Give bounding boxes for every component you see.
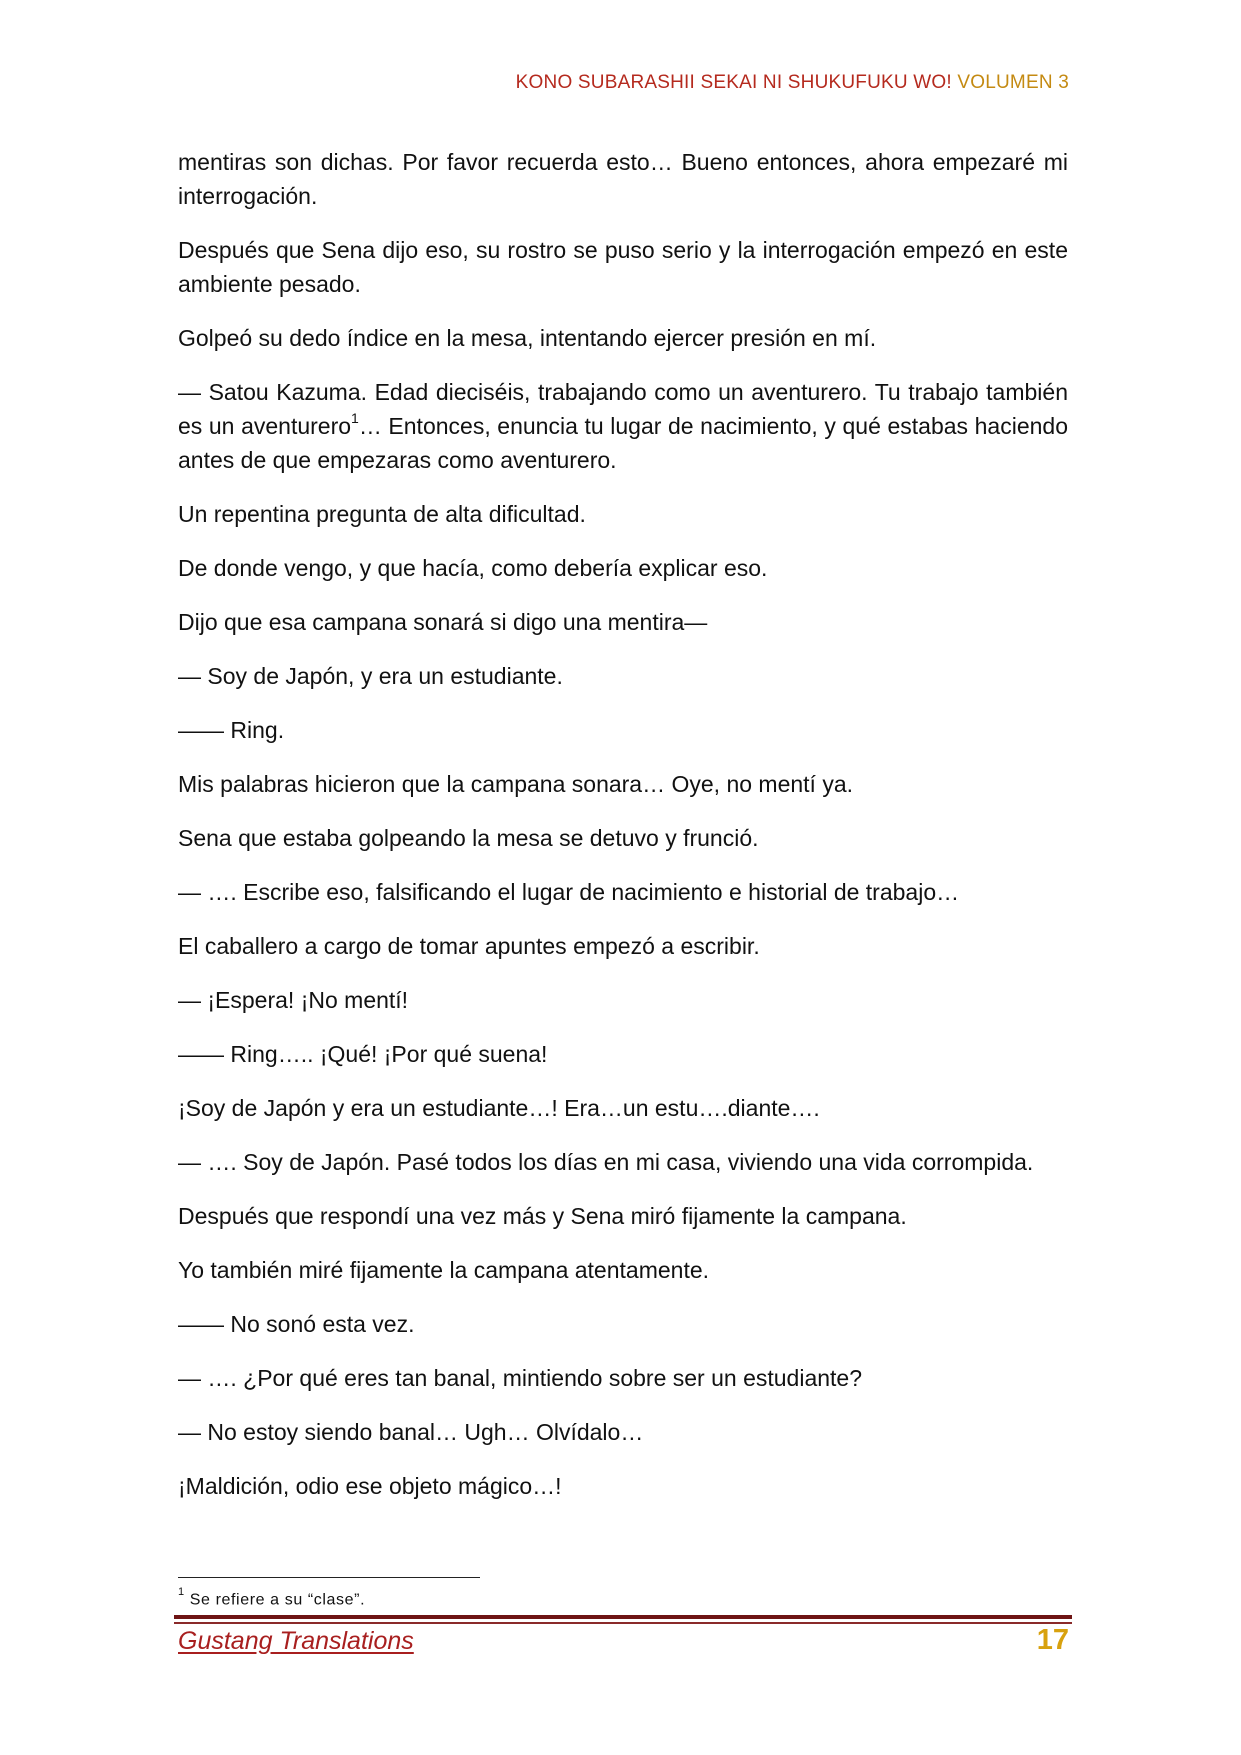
paragraph: Sena que estaba golpeando la mesa se detuvo y frunció. — [178, 825, 759, 851]
paragraph: De donde vengo, y que hacía, como debería explicar eso. — [178, 555, 768, 581]
footnote-divider — [178, 1577, 480, 1578]
paragraph: — …. Soy de Japón. Pasé todos los días en mi casa, viviendo una vida corrompida. — [178, 1149, 1034, 1175]
paragraph: — ¡Espera! ¡No mentí! — [178, 987, 409, 1013]
footer-divider-thick — [174, 1615, 1072, 1619]
paragraph: ¡Soy de Japón y era un estudiante…! Era…un estu….diante…. — [178, 1095, 820, 1121]
paragraph-text-continued: … Entonces, enuncia tu lugar de nacimiento, y qué estabas haciendo antes de que empezaras como aventurero. — [178, 413, 1068, 473]
paragraph: Mis palabras hicieron que la campana sonara… Oye, no mentí ya. — [178, 771, 854, 797]
footer-divider-thin — [174, 1622, 1072, 1624]
body-text — [178, 145, 1068, 1523]
paragraph-text: — Satou Kazuma. Edad dieciséis, trabajando como un aventurero. Tu trabajo también es un aventurero — [178, 379, 1068, 439]
paragraph — [178, 375, 1068, 477]
paragraph: ¡Maldición, odio ese objeto mágico…! — [178, 1473, 562, 1499]
header-title-series: KONO SUBARASHII SEKAI NI SHUKUFUKU WO! — [515, 72, 952, 93]
paragraph: —— Ring….. ¡Qué! ¡Por qué suena! — [178, 1041, 548, 1067]
running-header — [516, 72, 1069, 94]
paragraph: Dijo que esa campana sonará si digo una mentira— — [178, 609, 708, 635]
paragraph: El caballero a cargo de tomar apuntes empezó a escribir. — [178, 933, 760, 959]
paragraph: Un repentina pregunta de alta dificultad. — [178, 501, 586, 527]
paragraph: Después que respondí una vez más y Sena miró fijamente la campana. — [178, 1203, 907, 1229]
paragraph: — …. ¿Por qué eres tan banal, mintiendo sobre ser un estudiante? — [178, 1365, 863, 1391]
header-title-volume: VOLUMEN 3 — [951, 72, 1069, 93]
footnote — [178, 1586, 366, 1609]
footer-translator-link[interactable]: Gustang Translations — [178, 1627, 414, 1655]
paragraph: mentiras son dichas. Por favor recuerda esto… Bueno entonces, ahora empezaré mi interrogación. — [178, 149, 1068, 209]
paragraph: Golpeó su dedo índice en la mesa, intentando ejercer presión en mí. — [178, 325, 877, 351]
paragraph: — Soy de Japón, y era un estudiante. — [178, 663, 563, 689]
page-number: 17 — [1036, 1624, 1069, 1656]
paragraph: —— No sonó esta vez. — [178, 1311, 415, 1337]
paragraph: —— Ring. — [178, 717, 285, 743]
footnote-number: 1 — [178, 1586, 185, 1598]
paragraph: — No estoy siendo banal… Ugh… Olvídalo… — [178, 1419, 644, 1445]
footnote-text: Se refiere a su “clase”. — [184, 1591, 366, 1609]
paragraph: Yo también miré fijamente la campana atentamente. — [178, 1257, 710, 1283]
footnote-reference[interactable]: 1 — [351, 410, 359, 427]
paragraph: — …. Escribe eso, falsificando el lugar de nacimiento e historial de trabajo… — [178, 879, 960, 905]
paragraph: Después que Sena dijo eso, su rostro se puso serio y la interrogación empezó en este ambiente pesado. — [178, 237, 1068, 297]
